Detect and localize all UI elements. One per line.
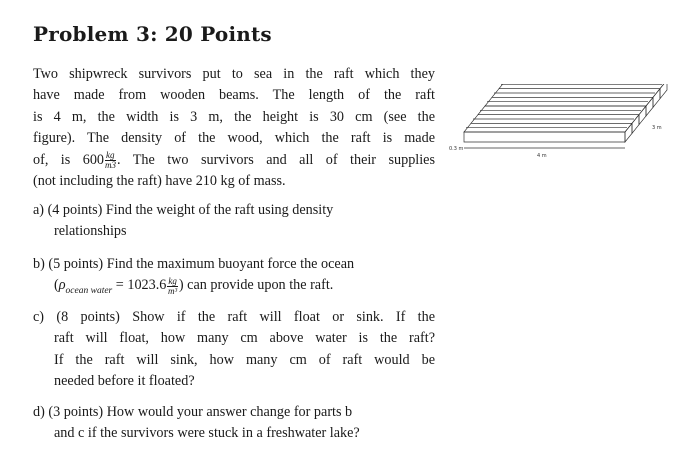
- length-label: 4 m: [537, 153, 547, 159]
- part-d-line-2: and c if the survivors were stuck in a freshwater lake?: [54, 425, 360, 442]
- part-a: [33, 200, 435, 243]
- part-c-line-1: c) (8 points) Show if the raft will float or sink. If the: [33, 309, 435, 325]
- part-c-line-4: needed before it floated?: [54, 373, 195, 390]
- density-suffix: . The two survivors and all of their supplies: [117, 151, 435, 168]
- ocean-unit-numerator: kg: [168, 275, 177, 286]
- beam-end-1: [625, 123, 632, 142]
- density-unit-numerator: kg: [106, 149, 115, 160]
- intro-line-2: have made from wooden beams. The length of the raft: [33, 87, 435, 104]
- intro-line-6: (not including the raft) have 210 kg of mass.: [33, 173, 286, 190]
- ocean-density-unit: [167, 277, 178, 296]
- beam-end-2: [632, 115, 639, 134]
- intro-line-4: figure). The density of the wood, which the raft is made: [33, 130, 435, 147]
- ocean-unit-denominator: m³: [168, 285, 178, 296]
- part-c-line-2: raft will float, how many cm above water is the raft?: [54, 330, 435, 347]
- beam-end-4: [646, 97, 653, 116]
- part-b-line-1: b) (5 points) Find the maximum buoyant force the ocean: [33, 256, 355, 272]
- beam-end-5: [653, 89, 660, 108]
- intro-line-1: Two shipwreck survivors put to sea in the raft which they: [33, 66, 435, 82]
- raft-figure: [447, 84, 669, 176]
- rho-subscript: ocean water: [65, 286, 113, 297]
- width-label: 3 m: [652, 125, 662, 131]
- height-label: 0.3 m: [449, 146, 464, 152]
- part-a-line-2: relationships: [54, 223, 127, 240]
- part-c: [33, 307, 435, 393]
- intro-line-3: is 4 m, the width is 3 m, the height is 30 cm (see the: [33, 108, 435, 125]
- beam-front-face: [464, 132, 625, 142]
- part-d-line-1: d) (3 points) How would your answer change for parts b: [33, 404, 353, 420]
- raft-beams: [464, 84, 667, 148]
- paren-open: (: [54, 277, 59, 294]
- part-b: [33, 254, 435, 303]
- problem-title: Problem 3: 20 Points: [33, 22, 272, 46]
- ocean-density-value: = 1023.6: [112, 277, 167, 294]
- part-b-line-2: [33, 275, 435, 302]
- density-unit-fraction: [105, 151, 116, 170]
- rho-symbol: $\rho_{ocean water}$: [58, 277, 113, 297]
- density-prefix: of, is 600: [33, 151, 104, 168]
- density-unit-denominator: m3: [105, 159, 116, 170]
- part-c-line-3: If the raft will sink, how many cm of raft would be: [54, 351, 435, 368]
- part-b-line-2-suffix: ) can provide upon the raft.: [178, 277, 334, 294]
- part-a-line-1: a) (4 points) Find the weight of the raft using density: [33, 202, 334, 218]
- part-d: [33, 402, 435, 445]
- problem-statement: [33, 64, 435, 192]
- beam-end-3: [639, 106, 646, 125]
- intro-line-5: [33, 150, 435, 171]
- beam-end-6: [660, 84, 667, 99]
- beam-top-6: [499, 84, 667, 89]
